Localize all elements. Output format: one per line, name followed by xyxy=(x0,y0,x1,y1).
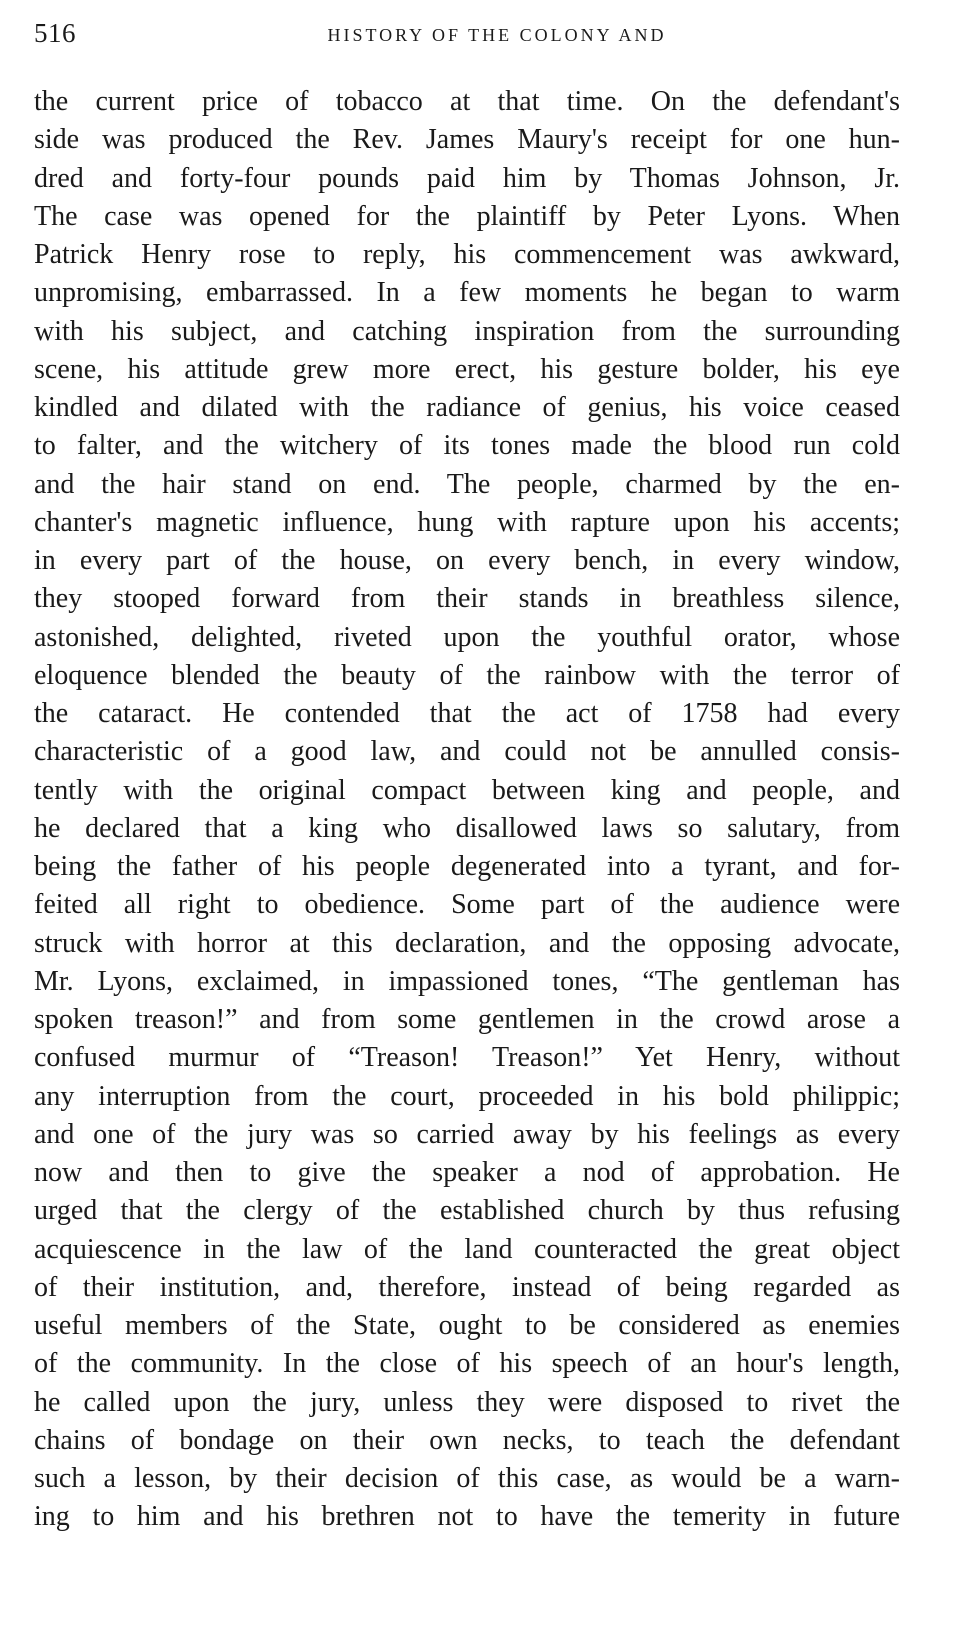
text-line: scene, his attitude grew more erect, his gesture bolder, his eye xyxy=(34,353,900,385)
text-line: the cataract. He contended that the act of 1758 had every xyxy=(34,698,900,729)
running-head xyxy=(34,16,900,56)
text-line: to falter, and the witchery of its tones made the blood run cold xyxy=(34,430,900,462)
text-line: unpromising, embarrassed. In a few moments he began to warm xyxy=(34,277,900,309)
text-line: and the hair stand on end. The people, charmed by the en- xyxy=(34,468,900,500)
text-line: eloquence blended the beauty of the rainbow with the terror of xyxy=(34,659,900,691)
text-line: urged that the clergy of the established church by thus refusing xyxy=(34,1195,900,1227)
running-title: HISTORY OF THE COLONY AND xyxy=(327,25,667,45)
text-line: useful members of the State, ought to be considered as enemies xyxy=(34,1310,900,1341)
text-line: acquiescence in the law of the land counteracted the great object xyxy=(34,1233,900,1265)
text-line: tently with the original compact between king and people, and xyxy=(34,774,900,806)
text-line: feited all right to obedience. Some part of the audience were xyxy=(34,889,900,921)
text-line: The case was opened for the plaintiff by Peter Lyons. When xyxy=(34,200,900,232)
text-line: chanter's magnetic influence, hung with rapture upon his accents; xyxy=(34,506,900,538)
text-line: kindled and dilated with the radiance of genius, his voice ceased xyxy=(34,392,900,423)
text-line: he called upon the jury, unless they were disposed to rivet the xyxy=(34,1386,900,1418)
text-line: characteristic of a good law, and could not be annulled consis- xyxy=(34,736,900,768)
text-line: any interruption from the court, proceeded in his bold philippic; xyxy=(34,1080,900,1112)
body-text xyxy=(34,83,900,1537)
text-line: they stooped forward from their stands in breathless silence, xyxy=(34,583,900,615)
text-line: the current price of tobacco at that time. On the defendant's xyxy=(34,86,900,117)
text-line: Mr. Lyons, exclaimed, in impassioned tones, “The gentleman has xyxy=(34,965,900,997)
text-line: dred and forty-four pounds paid him by Thomas Johnson, Jr. xyxy=(34,162,900,194)
text-line: being the father of his people degenerated into a tyrant, and for- xyxy=(34,851,900,882)
text-line: astonished, delighted, riveted upon the youthful orator, whose xyxy=(34,621,900,653)
text-line: confused murmur of “Treason! Treason!” Yet Henry, without xyxy=(34,1042,900,1074)
text-line: Patrick Henry rose to reply, his commencement was awkward, xyxy=(34,239,900,270)
text-line: in every part of the house, on every bench, in every window, xyxy=(34,545,900,576)
text-line: struck with horror at this declaration, and the opposing advocate, xyxy=(34,927,900,959)
text-line: of the community. In the close of his speech of an hour's length, xyxy=(34,1348,900,1380)
text-line: chains of bondage on their own necks, to teach the defendant xyxy=(34,1424,900,1456)
text-line: and one of the jury was so carried away by his feelings as every xyxy=(34,1118,900,1150)
text-line: side was produced the Rev. James Maury's receipt for one hun- xyxy=(34,124,900,156)
text-line: spoken treason!” and from some gentlemen in the crowd arose a xyxy=(34,1004,900,1035)
text-line: with his subject, and catching inspiration from the surrounding xyxy=(34,315,900,347)
text-line: of their institution, and, therefore, instead of being regarded as xyxy=(34,1271,900,1303)
page-number: 516 xyxy=(34,18,76,48)
text-line: he declared that a king who disallowed laws so salutary, from xyxy=(34,812,900,844)
text-line: such a lesson, by their decision of this case, as would be a warn- xyxy=(34,1463,900,1494)
text-line: ing to him and his brethren not to have the temerity in future xyxy=(34,1501,900,1533)
text-line: now and then to give the speaker a nod of approbation. He xyxy=(34,1157,900,1188)
